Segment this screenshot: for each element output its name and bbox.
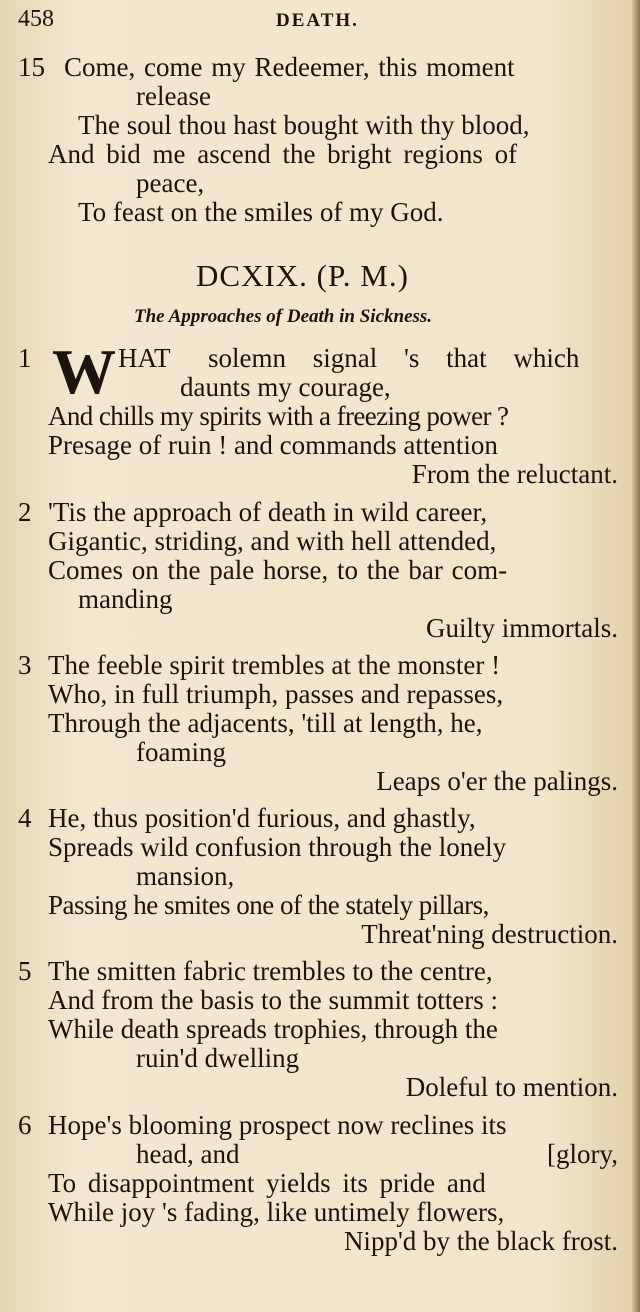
verse-line: The feeble spirit trembles at the monster !	[48, 650, 501, 680]
verse-number: 4	[18, 803, 32, 833]
hymn-title: DCXIX. (P. M.)	[196, 258, 409, 293]
verse-line: From the reluctant.	[411, 459, 618, 489]
verse-line: While death spreads trophies, through the	[48, 1014, 498, 1044]
page-edge	[632, 0, 640, 1312]
verse-line: 'Tis the approach of death in wild career,	[48, 497, 488, 527]
verse-line: peace,	[136, 168, 205, 198]
verse-line: And chills my spirits with a freezing power ?	[48, 401, 509, 431]
hymn-subtitle: The Approaches of Death in Sickness.	[134, 306, 433, 327]
verse-line: Doleful to mention.	[405, 1072, 618, 1102]
verse-line: To disappointment yields its pride and	[48, 1168, 486, 1198]
drop-cap: W	[52, 336, 116, 407]
verse-line: foaming	[136, 737, 226, 767]
page-header	[0, 6, 640, 38]
verse-line: Presage of ruin ! and commands attention	[48, 430, 498, 460]
verse-number: 1	[18, 343, 32, 373]
verse-line: Through the adjacents, 'till at length, he,	[48, 708, 483, 738]
verse-line: He, thus position'd furious, and ghastly,	[48, 803, 476, 833]
verse-number: 6	[18, 1110, 32, 1140]
verse-line: Gigantic, striding, and with hell attended,	[48, 526, 497, 556]
first-word-rest: HAT	[118, 343, 171, 373]
verse-number: 3	[18, 650, 32, 680]
verse-line: [glory,	[547, 1139, 618, 1169]
verse-line: Spreads wild confusion through the lonely	[48, 832, 507, 862]
verse-line: release	[136, 81, 211, 111]
verse-line: head, and	[136, 1139, 240, 1169]
verse-line: mansion,	[136, 861, 235, 891]
running-head: DEATH.	[276, 10, 359, 31]
verse-line: While joy 's fading, like untimely flowers,	[48, 1197, 505, 1227]
verse-line: Come, come my Redeemer, this moment	[64, 52, 515, 82]
verse-line: Leaps o'er the palings.	[376, 766, 618, 796]
verse-line: daunts my courage,	[180, 372, 391, 402]
verse-line: Nipp'd by the black frost.	[343, 1226, 618, 1256]
verse-line: Passing he smites one of the stately pillars,	[48, 890, 489, 920]
verse-line: Who, in full triumph, passes and repasses,	[48, 679, 504, 709]
verse-line: manding	[78, 584, 173, 614]
page-number: 458	[18, 6, 54, 32]
verse-line: The smitten fabric trembles to the centre,	[48, 956, 493, 986]
verse-line: Guilty immortals.	[426, 613, 618, 643]
verse-line: And from the basis to the summit totters :	[48, 985, 498, 1015]
verse-line: Hope's blooming prospect now reclines its	[48, 1110, 507, 1140]
verse-number: 2	[18, 497, 32, 527]
verse-number: 15	[18, 52, 45, 82]
verse-line: Threat'ning destruction.	[361, 919, 618, 949]
verse-line: solemn signal 's that which	[208, 343, 580, 373]
verse-line: ruin'd dwelling	[136, 1043, 300, 1073]
verse-number: 5	[18, 956, 32, 986]
verse-line: To feast on the smiles of my God.	[78, 197, 444, 227]
verse-line: The soul thou hast bought with thy blood,	[78, 110, 530, 140]
verse-line: And bid me ascend the bright regions of	[48, 139, 518, 169]
verse-line: Comes on the pale horse, to the bar com-	[48, 555, 508, 585]
